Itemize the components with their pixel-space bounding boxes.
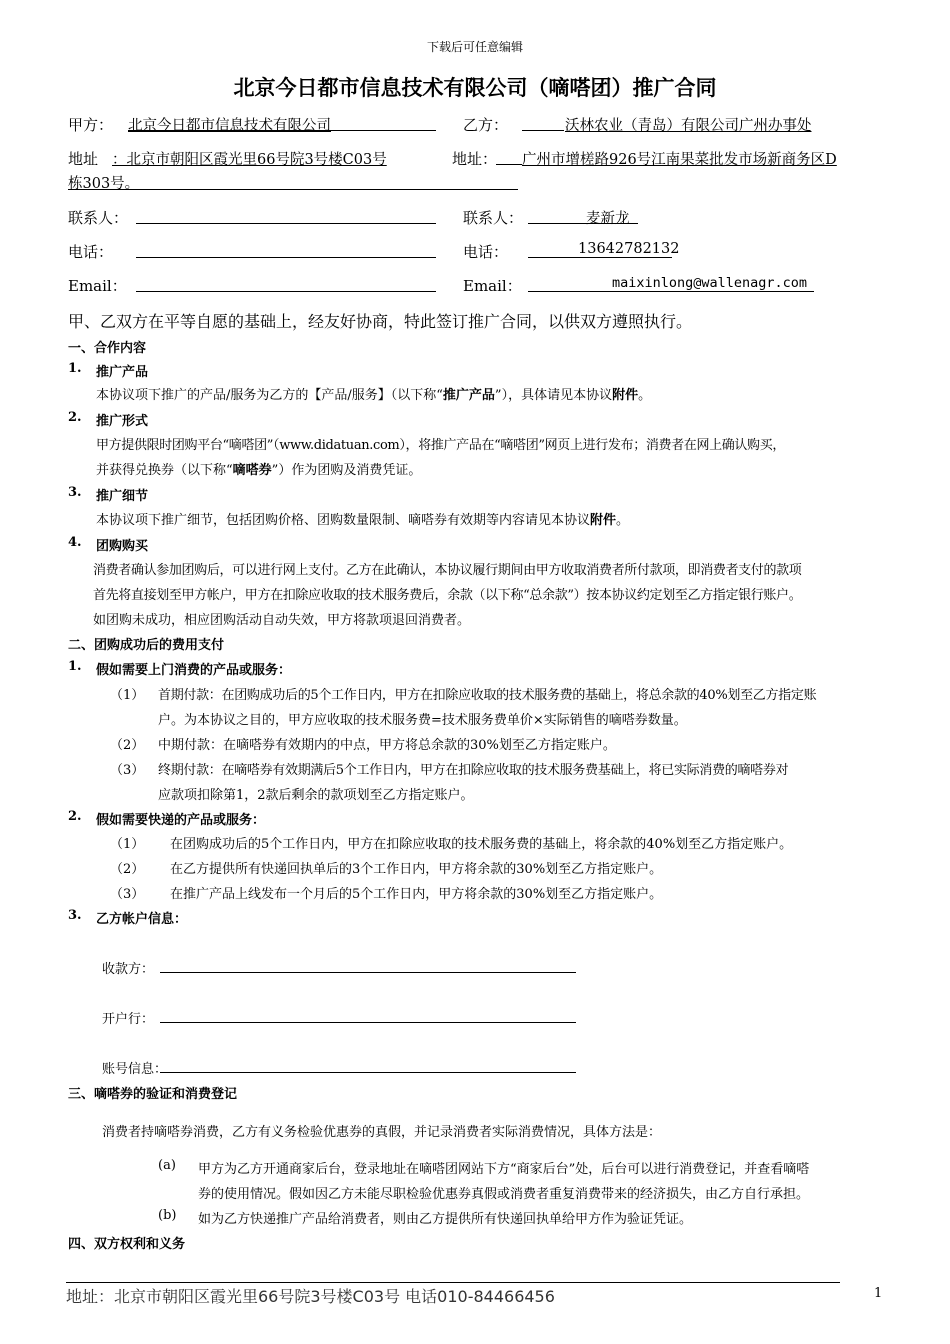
s2-sub1-item2-line1: 中期付款：在嘀嗒券有效期内的中点，甲方将总余款的30%划至乙方指定账户。 [158,738,616,753]
s2-sub2-item3-mark: （3） [110,887,145,902]
s2-sub1-item1-line2: 户。为本协议之目的，甲方应收取的技术服务费=技术服务费单价×实际销售的嘀嗒券数量。 [158,713,687,728]
section-4-title: 四、双方权利和义务 [68,1237,186,1252]
section-3-title: 三、嘀嗒券的验证和消费登记 [68,1087,238,1102]
account-label: 账号信息： [102,1062,168,1077]
payee-input-line [160,972,576,973]
s2-sub1-title: 假如需要上门消费的产品或服务： [96,663,292,678]
party-a-contact-line [136,223,436,224]
payee-label: 收款方： [102,962,155,977]
party-a-phone-line [136,257,436,258]
party-b-phone-label: 电话： [463,243,509,261]
s1-item3-title: 推广细节 [96,489,149,504]
s2-sub3-num: 3. [68,908,82,923]
s2-sub1-item2-mark: （2） [110,738,145,753]
party-b-phone-line [528,257,672,258]
s2-sub1-item1-line1: 首期付款：在团购成功后的5个工作日内，甲方在扣除应收取的技术服务费的基础上，将总余款的40%划至乙方指定账 [158,688,817,703]
s2-sub2-item2-line1: 在乙方提供所有快递回执单后的3个工作日内，甲方将余款的30%划至乙方指定账户。 [170,862,663,877]
s1-item4-line2: 首先将直接划至甲方帐户，甲方在扣除应收取的技术服务费后，余款（以下称“总余款”）按本协议约定划至乙方指定银行账户。 [93,588,802,603]
s1-item2-title: 推广形式 [96,414,149,429]
party-b-label: 乙方： [463,116,509,134]
s2-sub1-item3-mark: （3） [110,763,145,778]
watermark-text: 下载后可任意编辑 [426,40,523,54]
s3-item-b-mark: (b) [158,1208,177,1223]
s1-item3-text: 本协议项下推广细节，包括团购价格、团购数量限制、嘀嗒券有效期等内容请见本协议附件。 [96,513,630,528]
s1-item1-text: 本协议项下推广的产品/服务为乙方的【产品/服务】（以下称“推广产品”），具体请见本协议附件。 [96,388,652,403]
s2-sub1-item3-line2: 应款项扣除第1，2款后剩余的款项划至乙方指定账户。 [158,788,474,803]
s1-item1-num: 1. [68,361,82,376]
party-b-name: 沃林农业（青岛）有限公司广州办事处 [565,118,812,134]
party-b-contact: 麦新龙 [586,211,630,227]
s3-item-a-mark: (a) [158,1158,176,1173]
s3-item-a-line1: 甲方为乙方开通商家后台，登录地址在嘀嗒团网站下方“商家后台”处，后台可以进行消费登记，并查看嘀嗒 [198,1162,810,1177]
party-b-name-lead-line [522,130,564,131]
party-a-label: 甲方： [68,116,114,134]
party-a-address-label: 地址 [68,150,99,168]
s2-sub1-item1-mark: （1） [110,688,145,703]
footer-divider [66,1282,840,1283]
s2-sub2-title: 假如需要快递的产品或服务： [96,813,266,828]
s1-item2-num: 2. [68,410,82,425]
party-b-address-label: 地址： [452,150,498,168]
party-a-email-label: Email： [68,277,127,295]
s1-item1-title: 推广产品 [96,365,149,380]
s1-item2-line2: 并获得兑换券（以下称“嘀嗒券”）作为团购及消费凭证。 [96,463,422,478]
s2-sub1-item3-line1: 终期付款：在嘀嗒券有效期满后5个工作日内，甲方在扣除应收取的技术服务费基础上，将已实际消费的嘀嗒券对 [158,763,789,778]
s2-sub2-item3-line1: 在推广产品上线发布一个月后的5个工作日内，甲方将余款的30%划至乙方指定账户。 [170,887,663,902]
s2-sub2-item1-line1: 在团购成功后的5个工作日内，甲方在扣除应收取的技术服务费的基础上，将余款的40%划至乙方指定账户。 [170,837,793,852]
s2-sub2-item2-mark: （2） [110,862,145,877]
s1-item4-line3: 如团购未成功，相应团购活动自动失效，甲方将款项退回消费者。 [93,613,471,628]
party-b-email-line [528,291,814,292]
party-a-contact-label: 联系人： [68,209,129,227]
s1-item4-line1: 消费者确认参加团购后，可以进行网上支付。乙方在此确认，本协议履行期间由甲方收取消费者所付款项，即消费者支付的款项 [93,563,802,578]
s3-item-a-line2: 券的使用情况。假如因乙方未能尽职检验优惠券真假或消费者重复消费带来的经济损失，由乙方自行承担。 [198,1187,810,1202]
party-a-email-line [136,291,436,292]
footer-address: 地址：北京市朝阳区霞光里66号院3号楼C03号 电话010-84466456 [66,1287,555,1306]
s1-item4-title: 团购购买 [96,539,149,554]
party-b-address-line2: 栋303号。 [68,176,140,192]
s1-item2-line1: 甲方提供限时团购平台“嘀嗒团”（www.didatuan.com），将推广产品在“嘀嗒团”网页上进行发布；消费者在网上确认购买， [96,438,785,453]
bank-input-line [160,1022,576,1023]
section-2-title: 二、团购成功后的费用支付 [68,638,225,653]
section-1-title: 一、合作内容 [68,341,147,356]
party-b-phone: 13642782132 [578,241,680,257]
s3-intro: 消费者持嘀嗒券消费，乙方有义务检验优惠券的真假，并记录消费者实际消费情况，具体方法是： [102,1125,662,1140]
s2-sub2-item1-mark: （1） [110,837,145,852]
account-input-line [160,1072,576,1073]
party-a-name-line [128,130,436,131]
party-b-address-lead-line [496,164,522,165]
party-a-name: 北京今日都市信息技术有限公司 [128,118,331,134]
s2-sub2-num: 2. [68,809,82,824]
page-number: 1 [874,1286,883,1301]
address-underline [68,189,518,190]
party-b-email: maixinlong@wallenagr.com [612,275,808,291]
s3-item-b-line1: 如为乙方快递推广产品给消费者，则由乙方提供所有快递回执单给甲方作为验证凭证。 [198,1212,693,1227]
intro-text: 甲、乙双方在平等自愿的基础上，经友好协商，特此签订推广合同，以供双方遵照执行。 [68,312,693,331]
party-b-address-line1: 广州市增槎路926号江南果菜批发市场新商务区D [522,152,837,168]
s1-item3-num: 3. [68,485,82,500]
party-a-phone-label: 电话： [68,243,114,261]
bank-label: 开户行： [102,1012,155,1027]
s1-item4-num: 4. [68,535,82,550]
s2-sub3-title: 乙方帐户信息： [96,912,188,927]
party-a-address: ：北京市朝阳区霞光里66号院3号楼C03号 [112,152,387,168]
party-b-contact-label: 联系人： [463,209,524,227]
party-b-email-label: Email： [463,277,522,295]
s2-sub1-num: 1. [68,659,82,674]
contract-title: 北京今日都市信息技术有限公司（嘀嗒团）推广合同 [233,76,717,100]
